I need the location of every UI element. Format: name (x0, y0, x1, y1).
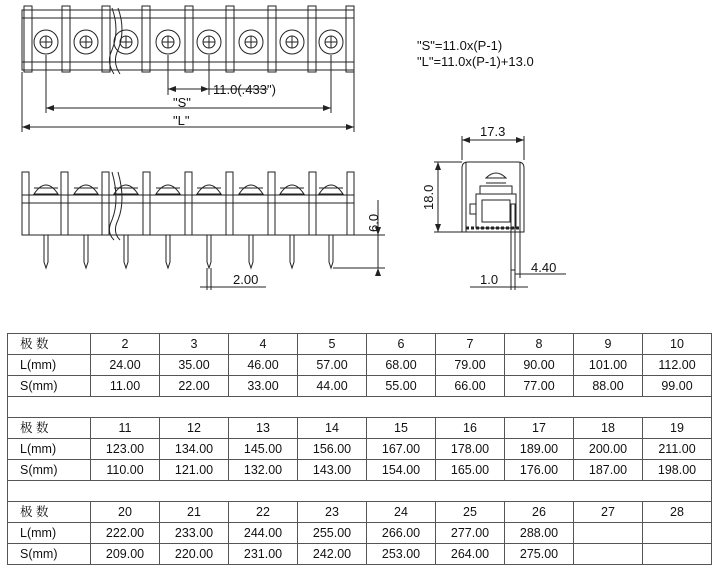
table-cell: 35.00 (160, 355, 229, 376)
table-cell: 4 (229, 334, 298, 355)
table-cell: 23 (298, 502, 367, 523)
table-cell: 143.00 (298, 460, 367, 481)
table-cell: 26 (505, 502, 574, 523)
table-cell: 200.00 (574, 439, 643, 460)
table-cell: 57.00 (298, 355, 367, 376)
table-row (8, 460, 712, 481)
side-view-screw-head (486, 173, 506, 178)
side-view-pin (511, 204, 515, 270)
side-height-label: 18.0 (421, 184, 436, 210)
table-cell: 154.00 (367, 460, 436, 481)
table-cell: 211.00 (643, 439, 712, 460)
table-cell: 112.00 (643, 355, 712, 376)
table-cell: 15 (367, 418, 436, 439)
table-cell: 167.00 (367, 439, 436, 460)
table-row-header: 极 数 (8, 418, 91, 439)
table-cell: 11 (91, 418, 160, 439)
table-row-header: S(mm) (8, 460, 91, 481)
table-cell: 5 (298, 334, 367, 355)
table-cell: 220.00 (160, 544, 229, 565)
table-cell: 46.00 (229, 355, 298, 376)
table-cell: 132.00 (229, 460, 298, 481)
table-row (8, 334, 712, 355)
front-view-pins (44, 235, 333, 268)
table-cell: 3 (160, 334, 229, 355)
front-view-screw-heads (34, 185, 343, 194)
table-cell: 19 (643, 418, 712, 439)
table-row (8, 523, 712, 544)
table-cell: 77.00 (505, 376, 574, 397)
table-row (8, 355, 712, 376)
table-cell: 187.00 (574, 460, 643, 481)
front-view (22, 172, 385, 290)
table-cell (574, 544, 643, 565)
table-cell: 178.00 (436, 439, 505, 460)
table-cell: 7 (436, 334, 505, 355)
table-cell: 22.00 (160, 376, 229, 397)
table-row-header: L(mm) (8, 523, 91, 544)
table-spacer-row (8, 397, 712, 418)
table-cell: 209.00 (91, 544, 160, 565)
table-row (8, 502, 712, 523)
l-label: "L" (173, 113, 190, 128)
table-row (8, 418, 712, 439)
dimension-table (7, 333, 712, 565)
table-cell: 288.00 (505, 523, 574, 544)
table-spacer-row (8, 481, 712, 502)
table-cell: 189.00 (505, 439, 574, 460)
table-cell: 12 (160, 418, 229, 439)
table-cell: 255.00 (298, 523, 367, 544)
l-formula: "L"=11.0x(P-1)+13.0 (417, 54, 534, 69)
table-cell: 55.00 (367, 376, 436, 397)
table-row-header: 极 数 (8, 334, 91, 355)
table-cell: 266.00 (367, 523, 436, 544)
table-cell: 10 (643, 334, 712, 355)
table-cell: 14 (298, 418, 367, 439)
table-cell: 121.00 (160, 460, 229, 481)
table-cell: 66.00 (436, 376, 505, 397)
table-row-header: 极 数 (8, 502, 91, 523)
table-cell: 165.00 (436, 460, 505, 481)
table-cell: 275.00 (505, 544, 574, 565)
side-width-label: 17.3 (480, 124, 506, 139)
pitch-label: 11.0(.433") (213, 82, 276, 97)
table-cell: 33.00 (229, 376, 298, 397)
pin-offset-label: 4.40 (531, 260, 557, 275)
pin-thickness-label: 1.0 (480, 272, 499, 287)
table-cell: 68.00 (367, 355, 436, 376)
table-cell: 277.00 (436, 523, 505, 544)
top-view-screws (34, 30, 343, 54)
table-cell: 134.00 (160, 439, 229, 460)
table-cell (643, 544, 712, 565)
table-cell: 101.00 (574, 355, 643, 376)
table-cell: 231.00 (229, 544, 298, 565)
table-cell: 233.00 (160, 523, 229, 544)
table-row (8, 439, 712, 460)
table-row (8, 544, 712, 565)
pin-spacing-label: 2.00 (233, 272, 259, 287)
table-cell: 156.00 (298, 439, 367, 460)
table-cell (643, 523, 712, 544)
table-row-header: L(mm) (8, 355, 91, 376)
s-formula: "S"=11.0x(P-1) (417, 38, 503, 53)
table-cell: 90.00 (505, 355, 574, 376)
table-cell: 176.00 (505, 460, 574, 481)
table-cell: 88.00 (574, 376, 643, 397)
table-cell: 244.00 (229, 523, 298, 544)
table-cell: 2 (91, 334, 160, 355)
table-cell: 13 (229, 418, 298, 439)
table-cell: 27 (574, 502, 643, 523)
table-cell: 25 (436, 502, 505, 523)
table-cell: 222.00 (91, 523, 160, 544)
table-cell: 11.00 (91, 376, 160, 397)
table-row (8, 376, 712, 397)
table-cell: 8 (505, 334, 574, 355)
table-cell: 99.00 (643, 376, 712, 397)
table-cell: 20 (91, 502, 160, 523)
table-cell: 79.00 (436, 355, 505, 376)
table-cell: 198.00 (643, 460, 712, 481)
table-cell: 22 (229, 502, 298, 523)
table-cell: 24.00 (91, 355, 160, 376)
table-cell: 264.00 (436, 544, 505, 565)
table-cell: 28 (643, 502, 712, 523)
pin-length-label: 6.0 (366, 213, 381, 232)
table-cell: 6 (367, 334, 436, 355)
table-cell: 24 (367, 502, 436, 523)
table-cell: 253.00 (367, 544, 436, 565)
table-cell: 110.00 (91, 460, 160, 481)
table-cell: 44.00 (298, 376, 367, 397)
table-row-header: S(mm) (8, 544, 91, 565)
table-cell: 16 (436, 418, 505, 439)
table-cell: 242.00 (298, 544, 367, 565)
table-cell (574, 523, 643, 544)
s-label: "S" (173, 95, 191, 110)
table-cell: 123.00 (91, 439, 160, 460)
table-cell: 9 (574, 334, 643, 355)
table-cell: 18 (574, 418, 643, 439)
table-row-header: S(mm) (8, 376, 91, 397)
table-cell: 17 (505, 418, 574, 439)
table-cell: 21 (160, 502, 229, 523)
table-cell: 145.00 (229, 439, 298, 460)
table-row-header: L(mm) (8, 439, 91, 460)
